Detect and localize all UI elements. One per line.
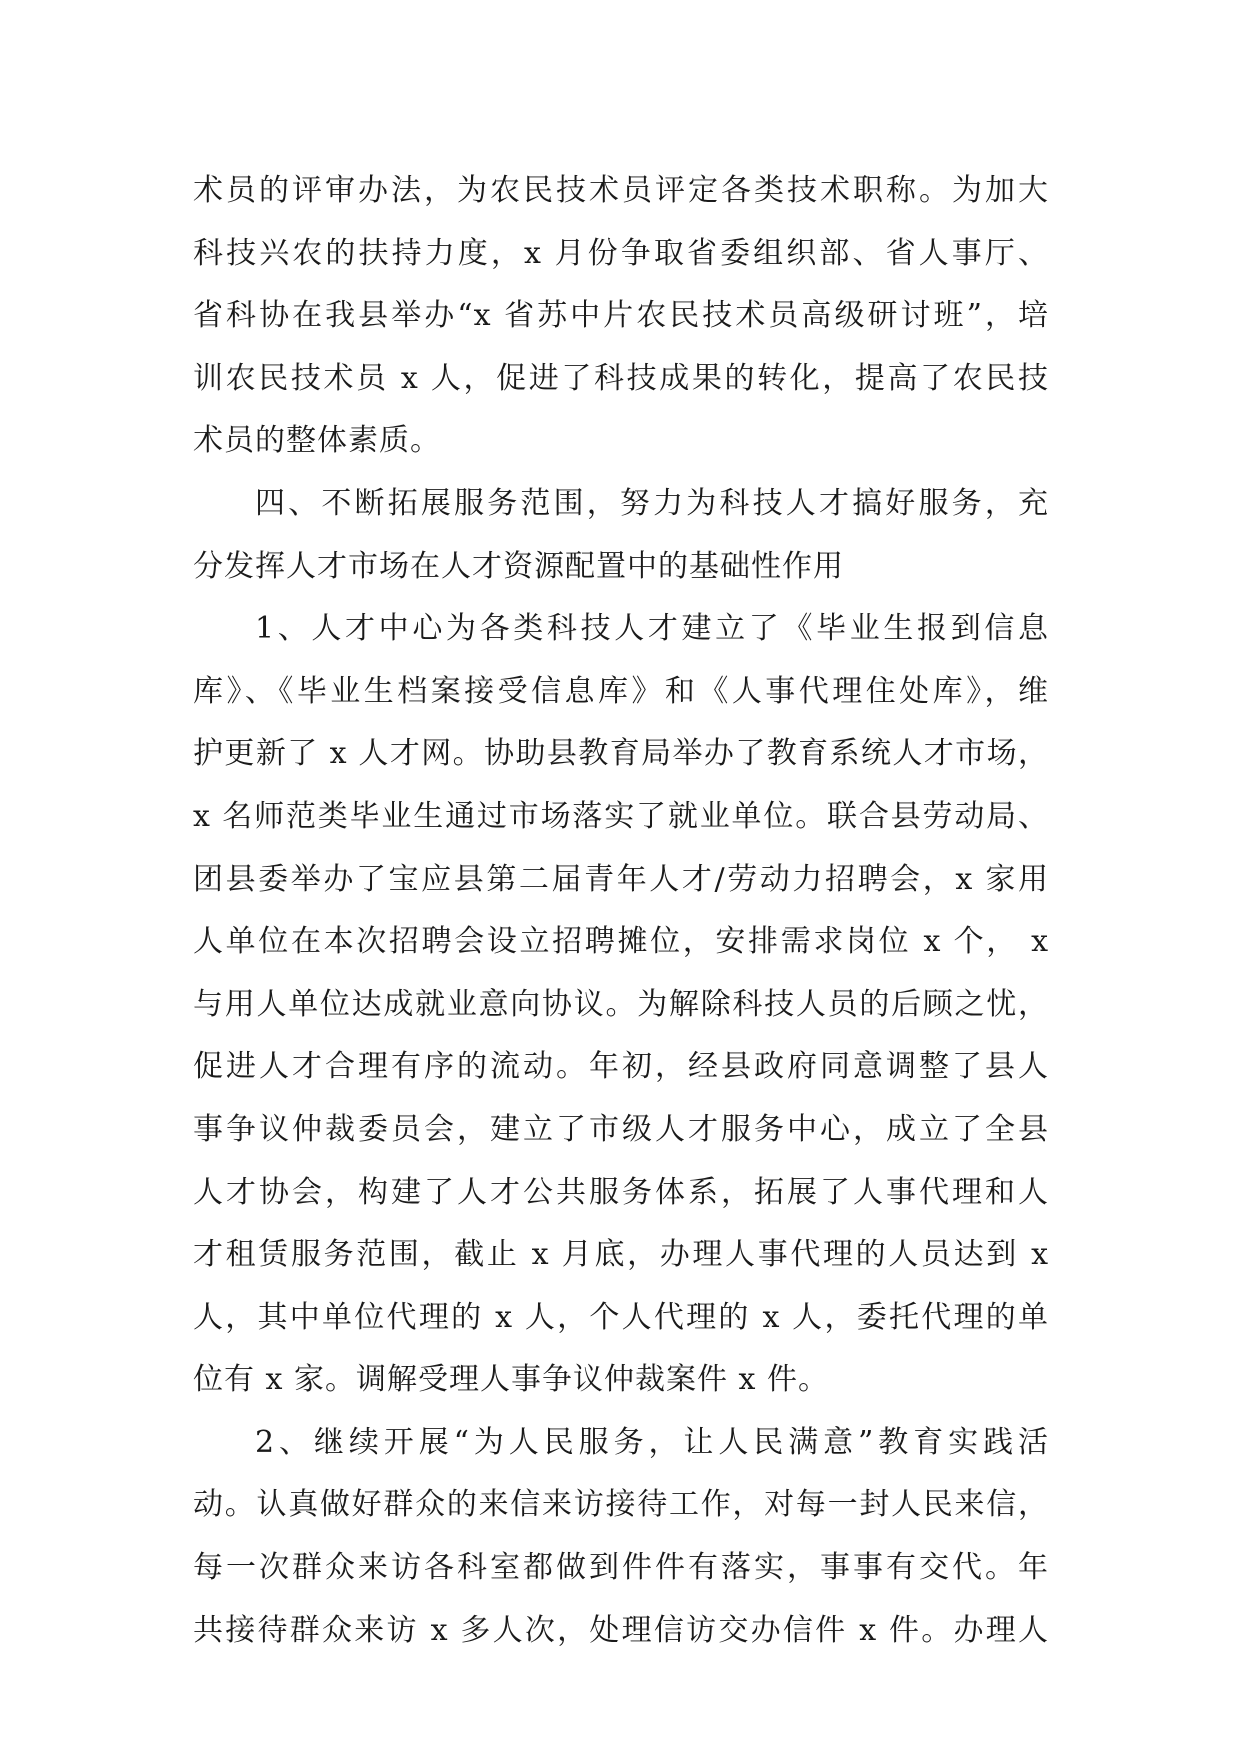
text-line: 位有 x 家。调解受理人事争议仲裁案件 x 件。 bbox=[193, 1362, 829, 1398]
document-body bbox=[193, 160, 1049, 1662]
text-line: 2、继续开展“为人民服务，让人民满意”教育实践活 bbox=[255, 1424, 1049, 1460]
text-line: 科技兴农的扶持力度，x 月份争取省委组织部、省人事厅、 bbox=[193, 235, 1049, 271]
text-line: 训农民技术员 x 人，促进了科技成果的转化，提高了农民技 bbox=[193, 360, 1049, 396]
text-line: 团县委举办了宝应县第二届青年人才/劳动力招聘会，x 家用 bbox=[193, 861, 1049, 897]
text-line: 人单位在本次招聘会设立招聘摊位，安排需求岗位 x 个， x bbox=[193, 924, 1049, 960]
text-line: 术员的评审办法，为农民技术员评定各类技术职称。为加大 bbox=[193, 173, 1049, 208]
text-line: 事争议仲裁委员会，建立了市级人才服务中心，成立了全县 bbox=[193, 1111, 1049, 1147]
text-line: 才租赁服务范围，截止 x 月底，办理人事代理的人员达到 x bbox=[193, 1237, 1049, 1273]
text-line: 共接待群众来访 x 多人次，处理信访交办信件 x 件。办理人 bbox=[193, 1612, 1049, 1648]
text-line: 每一次群众来访各科室都做到件件有落实，事事有交代。年 bbox=[193, 1550, 1049, 1586]
text-line: 人，其中单位代理的 x 人，个人代理的 x 人，委托代理的单 bbox=[193, 1299, 1049, 1335]
section-heading-line: 四、不断拓展服务范围，努力为科技人才搞好服务，充 bbox=[255, 485, 1049, 521]
text-line: 护更新了 x 人才网。协助县教育局举办了教育系统人才市场， bbox=[193, 736, 1049, 772]
text-line: 与用人单位达成就业意向协议。为解除科技人员的后顾之忧， bbox=[193, 986, 1049, 1022]
text-line: x 名师范类毕业生通过市场落实了就业单位。联合县劳动局、 bbox=[193, 798, 1049, 834]
text-line: 促进人才合理有序的流动。年初，经县政府同意调整了县人 bbox=[193, 1049, 1049, 1085]
text-line: 动。认真做好群众的来信来访接待工作，对每一封人民来信， bbox=[193, 1487, 1049, 1523]
text-line: 库》、《毕业生档案接受信息库》和《人事代理住处库》，维 bbox=[193, 673, 1049, 709]
section-heading-line: 分发挥人才市场在人才资源配置中的基础性作用 bbox=[193, 548, 844, 584]
text-line: 人才协会，构建了人才公共服务体系，拓展了人事代理和人 bbox=[193, 1174, 1049, 1210]
text-line: 1、人才中心为各类科技人才建立了《毕业生报到信息 bbox=[255, 611, 1049, 647]
text-line: 术员的整体素质。 bbox=[193, 423, 441, 459]
text-line: 省科协在我县举办“x 省苏中片农民技术员高级研讨班”，培 bbox=[193, 298, 1049, 334]
